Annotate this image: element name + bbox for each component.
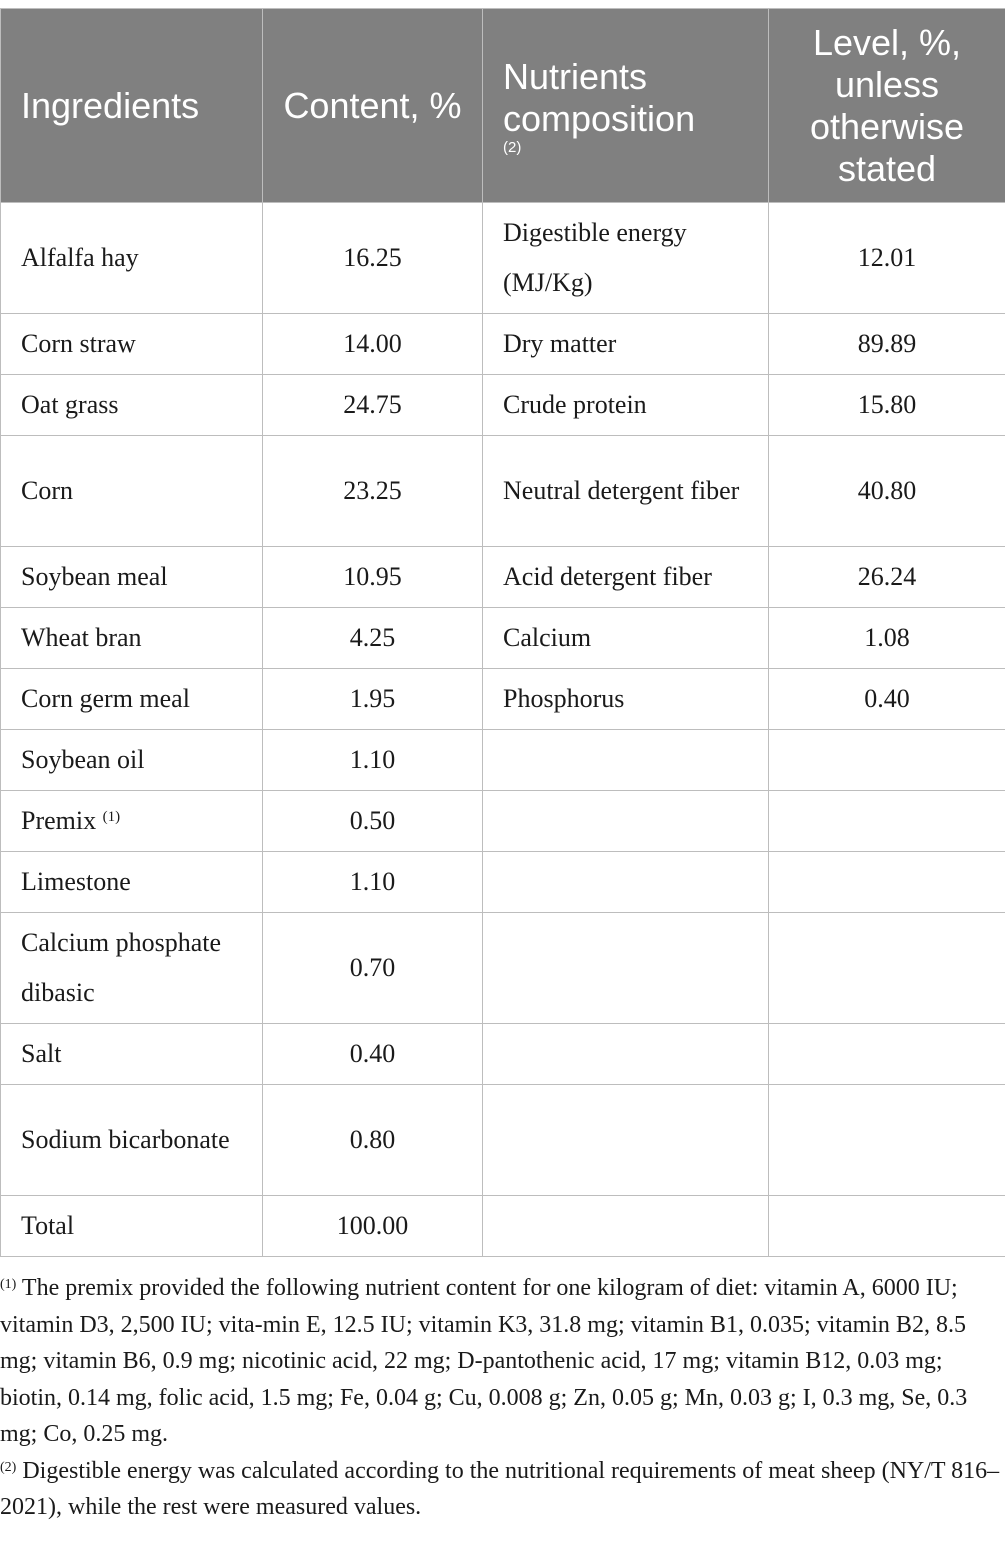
table-row xyxy=(1,436,1005,547)
ingredient-cell: Alfalfa hay xyxy=(1,203,263,314)
footnote-1-text: The premix provided the following nutrient content for one kilogram of diet: vitamin A, 6000 IU; vitamin D3, 2,500 IU; vita-min E, 12.5 IU; vitamin K3, 31.8 mg; vitamin B1, 0.035; vitamin B2, 8.5 mg; vitamin B6, 0.9 mg; nicotinic acid, 22 mg; D-pantothenic acid, 17 mg; vitamin B12, 0.03 mg; biotin, 0.14 mg, folic acid, 1.5 mg; Fe, 0.04 g; Cu, 0.008 g; Zn, 0.05 g; Mn, 0.03 g; I, 0.3 mg, Se, 0.3 mg; Co, 0.25 mg. xyxy=(0,1275,968,1447)
ingredient-cell: Soybean oil xyxy=(1,730,263,791)
nutrient-cell: Neutral detergent fiber xyxy=(483,436,769,547)
ingredient-cell: Corn germ meal xyxy=(1,669,263,730)
footnote-2-text: Digestible energy was calculated according to the nutritional requirements of meat sheep (NY/T 816–2021), while the rest were measured values. xyxy=(0,1457,1000,1520)
header-ingredients: Ingredients xyxy=(1,9,263,203)
nutrient-cell xyxy=(483,791,769,852)
level-cell xyxy=(769,852,1005,913)
ingredient-label: Premix xyxy=(21,806,97,835)
nutrient-cell: Digestible energy (MJ/Kg) xyxy=(483,203,769,314)
nutrient-cell xyxy=(483,852,769,913)
level-cell xyxy=(769,1085,1005,1196)
nutrient-cell xyxy=(483,1196,769,1257)
table-row xyxy=(1,375,1005,436)
footnote-2-mark: (2) xyxy=(0,1459,17,1475)
ingredient-cell: Total xyxy=(1,1196,263,1257)
content-cell: 0.50 xyxy=(263,791,483,852)
table-row xyxy=(1,1024,1005,1085)
ingredient-cell: Oat grass xyxy=(1,375,263,436)
content-cell: 16.25 xyxy=(263,203,483,314)
nutrient-cell xyxy=(483,730,769,791)
table-row xyxy=(1,1085,1005,1196)
nutrient-cell xyxy=(483,1024,769,1085)
level-cell: 1.08 xyxy=(769,608,1005,669)
header-nutrients-note-ref: (2) xyxy=(503,138,522,156)
content-cell: 1.95 xyxy=(263,669,483,730)
table-row xyxy=(1,203,1005,314)
ingredient-cell: Calcium phosphate dibasic xyxy=(1,913,263,1024)
header-level: Level, %, unless otherwise stated xyxy=(769,9,1005,203)
header-content: Content, % xyxy=(263,9,483,203)
footnote-1-mark: (1) xyxy=(0,1277,17,1292)
level-cell: 40.80 xyxy=(769,436,1005,547)
nutrient-cell xyxy=(483,1085,769,1196)
nutrient-cell: Calcium xyxy=(483,608,769,669)
table-row xyxy=(1,791,1005,852)
table-header-row xyxy=(1,9,1005,203)
level-cell xyxy=(769,1024,1005,1085)
level-cell: 15.80 xyxy=(769,375,1005,436)
level-cell: 12.01 xyxy=(769,203,1005,314)
level-cell: 0.40 xyxy=(769,669,1005,730)
ingredient-cell: Sodium bicarbonate xyxy=(1,1085,263,1196)
content-cell: 24.75 xyxy=(263,375,483,436)
table-row xyxy=(1,608,1005,669)
nutrient-cell: Crude protein xyxy=(483,375,769,436)
ingredient-cell: Corn straw xyxy=(1,314,263,375)
level-cell xyxy=(769,791,1005,852)
ingredient-cell: Salt xyxy=(1,1024,263,1085)
level-cell: 26.24 xyxy=(769,547,1005,608)
content-cell: 10.95 xyxy=(263,547,483,608)
table-footnotes xyxy=(0,1270,1000,1526)
ingredient-cell: Corn xyxy=(1,436,263,547)
nutrient-cell: Phosphorus xyxy=(483,669,769,730)
nutrient-cell xyxy=(483,913,769,1024)
table-row xyxy=(1,913,1005,1024)
level-cell: 89.89 xyxy=(769,314,1005,375)
table-row xyxy=(1,852,1005,913)
nutrient-cell: Acid detergent fiber xyxy=(483,547,769,608)
content-cell: 0.40 xyxy=(263,1024,483,1085)
level-cell xyxy=(769,1196,1005,1257)
diet-composition-table xyxy=(0,8,1005,1257)
table-row xyxy=(1,314,1005,375)
table-row xyxy=(1,669,1005,730)
ingredient-cell: Soybean meal xyxy=(1,547,263,608)
table-row xyxy=(1,730,1005,791)
content-cell: 0.80 xyxy=(263,1085,483,1196)
nutrient-cell: Dry matter xyxy=(483,314,769,375)
ingredient-cell xyxy=(1,791,263,852)
content-cell: 100.00 xyxy=(263,1196,483,1257)
ingredient-cell: Limestone xyxy=(1,852,263,913)
footnote-1 xyxy=(0,1270,1000,1453)
table-row xyxy=(1,547,1005,608)
content-cell: 14.00 xyxy=(263,314,483,375)
table-row-total xyxy=(1,1196,1005,1257)
content-cell: 4.25 xyxy=(263,608,483,669)
content-cell: 1.10 xyxy=(263,730,483,791)
footnote-2 xyxy=(0,1453,1000,1526)
content-cell: 23.25 xyxy=(263,436,483,547)
premix-note-ref: (1) xyxy=(102,809,121,825)
content-cell: 0.70 xyxy=(263,913,483,1024)
content-cell: 1.10 xyxy=(263,852,483,913)
ingredient-cell: Wheat bran xyxy=(1,608,263,669)
level-cell xyxy=(769,730,1005,791)
level-cell xyxy=(769,913,1005,1024)
header-nutrients: Nutrients composition (2) xyxy=(483,9,769,203)
